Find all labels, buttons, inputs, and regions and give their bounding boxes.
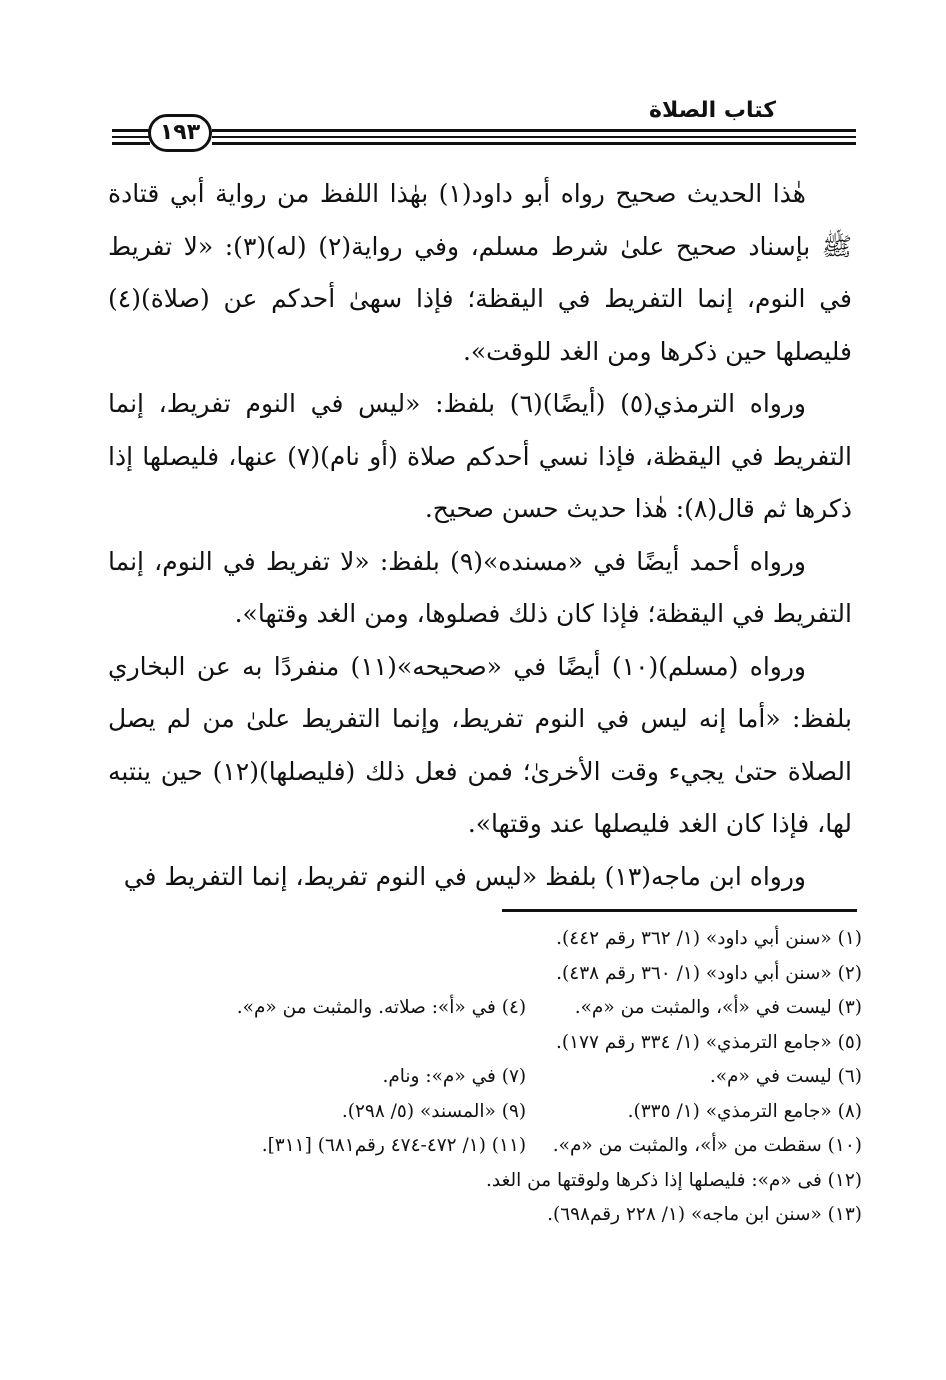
header-rule bbox=[212, 142, 856, 145]
footnote-line bbox=[100, 1129, 862, 1164]
footnote: (٥) «جامع الترمذي» (١/ ٣٣٤ رقم ١٧٧). bbox=[555, 1031, 862, 1053]
footnote: (١) «سنن أبي داود» (١/ ٣٦٢ رقم ٤٤٢). bbox=[556, 928, 862, 949]
paragraph: ورواه ابن ماجه(١٣) بلفظ «ليس في النوم تفريط، إنما التفريط في bbox=[123, 861, 806, 891]
footnote-line bbox=[100, 1164, 862, 1199]
main-text bbox=[108, 168, 852, 903]
footnote: (٤) في «أ»: صلاته. والمثبت من «م». bbox=[236, 997, 527, 1018]
footnote-line bbox=[100, 1198, 862, 1233]
header-rule bbox=[112, 136, 150, 138]
header-rule bbox=[112, 129, 150, 132]
paragraph: ورواه أحمد أيضًا في «مسنده»(٩) بلفظ: «لا تفريط في النوم، إنما التفريط في اليقظة؛ فإذا كان ذلك فصلوها، ومن الغد وقتها». bbox=[108, 546, 852, 628]
running-head: كتاب الصلاة bbox=[649, 98, 776, 123]
paragraph: هٰذا الحديث صحيح رواه أبو داود(١) بهٰذا اللفظ من رواية أبي قتادة ﷺ بإسناد صحيح علىٰ شرط مسلم، وفي رواية(٢) (له)(٣): «لا تفريط في النوم، إنما التفريط في اليقظة؛ فإذا سهىٰ أحدكم عن (صلاة)(٤) فليصلها حين ذكرها ومن الغد للوقت». bbox=[108, 179, 852, 366]
footnote: (٧) في «م»: ونام. bbox=[382, 1066, 527, 1087]
footnote: (١٢) فى «م»: فليصلها إذا ذكرها ولوقتها من الغد. bbox=[486, 1169, 862, 1191]
footnotes bbox=[100, 922, 862, 1233]
header-rule bbox=[212, 129, 856, 132]
footnote-line bbox=[100, 957, 862, 992]
header-rule bbox=[112, 142, 150, 145]
footnote-line bbox=[100, 1060, 862, 1095]
paragraph: ورواه (مسلم)(١٠) أيضًا في «صحيحه»(١١) منفردًا به عن البخاري بلفظ: «أما إنه ليس في النوم تفريط، وإنما التفريط علىٰ من لم يصل الصلاة حتىٰ يجيء وقت الأخرىٰ؛ فمن فعل ذلك (فليصلها)(١٢) حين ينتبه لها، فإذا كان الغد فليصلها عند وقتها». bbox=[108, 651, 852, 838]
footnote-line bbox=[100, 922, 862, 957]
footnote: (١٣) «سنن ابن ماجه» (١/ ٢٢٨ رقم٦٩٨). bbox=[547, 1204, 862, 1225]
footnote-line bbox=[100, 991, 862, 1026]
header-rule bbox=[212, 136, 856, 138]
footnote: (٩) «المسند» (٥/ ٢٩٨). bbox=[341, 1100, 527, 1122]
footnote: (١٠) سقطت من «أ»، والمثبت من «م». bbox=[552, 1135, 862, 1156]
footnote-separator bbox=[502, 909, 857, 912]
footnote: (٦) ليست في «م». bbox=[709, 1066, 862, 1087]
page-number: ١٩٣ bbox=[148, 114, 212, 152]
footnote-line bbox=[100, 1095, 862, 1130]
footnote: (١١) (١/ ٤٧٢-٤٧٤ رقم٦٨١) [٣١١]. bbox=[261, 1135, 527, 1156]
footnote-line bbox=[100, 1026, 862, 1061]
footnote: (٨) «جامع الترمذي» (١/ ٣٣٥). bbox=[627, 1100, 862, 1122]
footnote: (٣) ليست في «أ»، والمثبت من «م». bbox=[574, 997, 862, 1018]
paragraph: ورواه الترمذي(٥) (أيضًا)(٦) بلفظ: «ليس في النوم تفريط، إنما التفريط في اليقظة، فإذا نسي أحدكم صلاة (أو نام)(٧) عنها، فليصلها إذا ذكرها ثم قال(٨): هٰذا حديث حسن صحيح. bbox=[108, 389, 852, 523]
footnote: (٢) «سنن أبي داود» (١/ ٣٦٠ رقم ٤٣٨). bbox=[556, 962, 862, 984]
